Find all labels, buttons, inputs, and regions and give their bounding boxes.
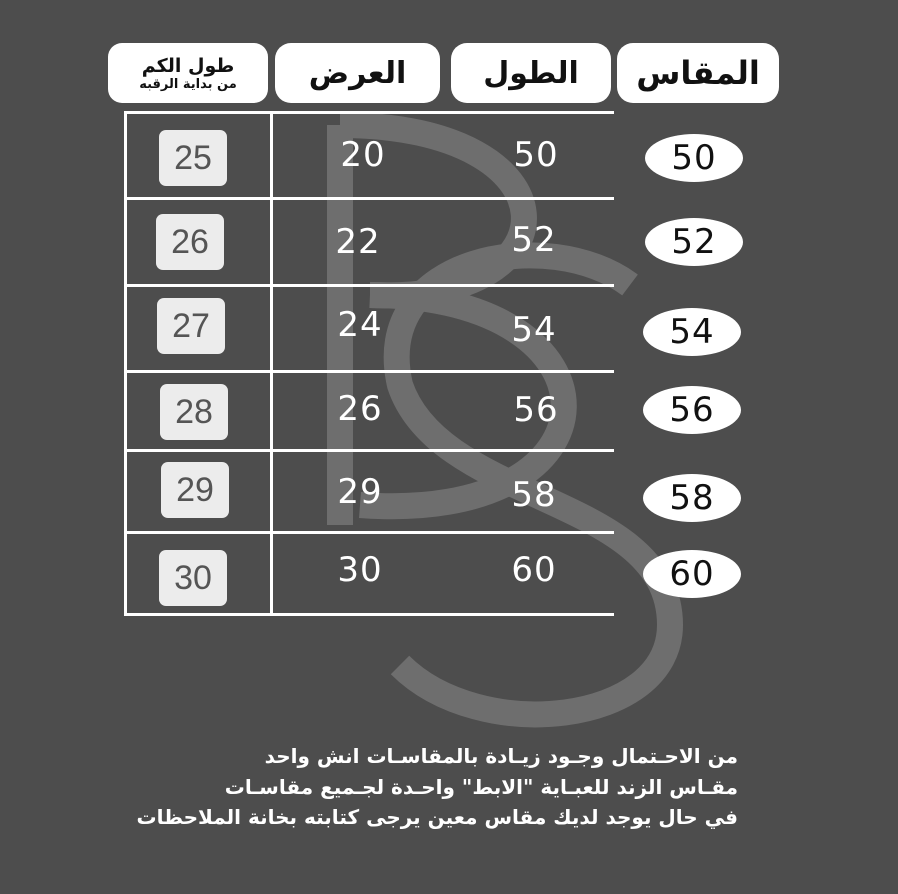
header-sleeve: [108, 43, 268, 103]
grid-horizontal-line: [124, 531, 614, 534]
grid-vertical-left: [124, 112, 127, 616]
size-oval: [643, 474, 741, 522]
sleeve-box: [160, 384, 228, 440]
grid-horizontal-line: [124, 111, 614, 114]
grid-horizontal-line: [124, 449, 614, 452]
sleeve-value: 27: [172, 306, 210, 345]
header-length-label: الطول: [483, 55, 579, 91]
header-size: [617, 43, 779, 103]
size-oval: [645, 218, 743, 266]
size-value: 60: [669, 554, 715, 594]
grid-vertical-middle: [270, 112, 273, 616]
size-value: 52: [671, 222, 717, 262]
header-sleeve-label: طول الكم: [141, 54, 235, 77]
width-value: 22: [335, 222, 381, 262]
grid-horizontal-line: [124, 197, 614, 200]
sleeve-value: 30: [174, 558, 212, 597]
note-line: في حال يوجد لديك مقاس معين يرجى كتابته بخانة الملاحظات: [136, 805, 738, 829]
sleeve-box: [157, 298, 225, 354]
header-width-label: العرض: [308, 55, 407, 91]
sleeve-value: 25: [174, 138, 212, 177]
size-oval: [643, 550, 741, 598]
header-sleeve-sublabel: من بداية الرقبه: [139, 76, 237, 92]
sleeve-value: 26: [171, 222, 209, 261]
length-value: 54: [511, 310, 557, 350]
length-value: 50: [513, 135, 559, 175]
header-width: [275, 43, 440, 103]
sleeve-box: [156, 214, 224, 270]
width-value: 26: [337, 389, 383, 429]
size-value: 56: [669, 390, 715, 430]
length-value: 52: [511, 220, 557, 260]
size-value: 50: [671, 138, 717, 178]
sleeve-box: [159, 130, 227, 186]
grid-horizontal-line: [124, 613, 614, 616]
size-value: 54: [669, 312, 715, 352]
grid-horizontal-line: [124, 370, 614, 373]
size-oval: [645, 134, 743, 182]
header-length: [451, 43, 611, 103]
length-value: 58: [511, 475, 557, 515]
grid-horizontal-line: [124, 284, 614, 287]
header-size-label: المقاس: [636, 54, 760, 92]
length-value: 60: [511, 550, 557, 590]
width-value: 24: [337, 305, 383, 345]
size-oval: [643, 386, 741, 434]
width-value: 29: [337, 472, 383, 512]
sleeve-box: [159, 550, 227, 606]
sleeve-value: 29: [176, 470, 214, 509]
sleeve-box: [161, 462, 229, 518]
length-value: 56: [513, 390, 559, 430]
size-value: 58: [669, 478, 715, 518]
note-line: من الاحـتمال وجـود زيـادة بالمقاسـات انش واحد: [264, 744, 738, 768]
width-value: 20: [340, 135, 386, 175]
note-line: مقـاس الزند للعبـاية "الابط" واحـدة لجـميع مقاسـات: [224, 775, 738, 799]
size-oval: [643, 308, 741, 356]
width-value: 30: [337, 550, 383, 590]
sleeve-value: 28: [175, 392, 213, 431]
